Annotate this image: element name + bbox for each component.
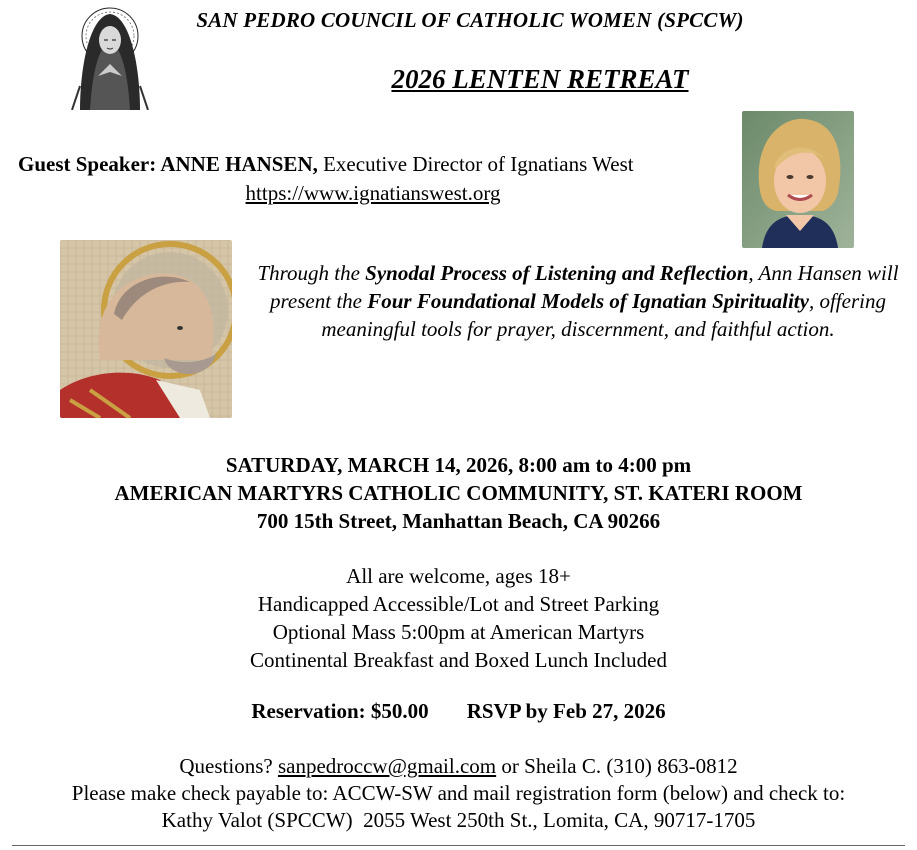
mailing-address: Kathy Valot (SPCCW) 2055 West 250th St., Lomita, CA, 90717-1705 [161,808,756,832]
questions-prefix: Questions? [179,754,278,778]
speaker-label: Guest Speaker: ANNE HANSEN, [18,152,318,176]
event-venue: AMERICAN MARTYRS CATHOLIC COMMUNITY, ST. KATERI ROOM [114,481,803,505]
reservation-line [0,699,917,724]
virgin-mary-image [60,6,160,110]
desc-text-1: Through the [257,261,366,285]
info-line-mass: Optional Mass 5:00pm at American Martyrs [272,620,645,644]
desc-emphasis-2: Four Foundational Models of Ignatian Spirituality [367,289,809,313]
contact-block [0,753,917,834]
contact-email-link[interactable]: sanpedroccw@gmail.com [277,754,497,778]
speaker-role: Executive Director of Ignatians West [323,152,634,176]
saint-ignatius-mosaic [60,240,232,418]
event-info [0,562,917,674]
desc-text-3: , offering meaningful tools for prayer, discernment, and faithful action. [321,289,886,341]
questions-line [0,753,917,780]
org-title: SAN PEDRO COUNCIL OF CATHOLIC WOMEN (SPCCW) [196,8,744,32]
event-datetime: SATURDAY, MARCH 14, 2026, 8:00 am to 4:00 pm [225,453,692,477]
speaker-photo [742,111,854,248]
event-address: 700 15th Street, Manhattan Beach, CA 90266 [256,509,661,533]
info-line-welcome: All are welcome, ages 18+ [346,564,571,588]
info-line-parking: Handicapped Accessible/Lot and Street Parking [257,592,660,616]
desc-emphasis-1: Synodal Process of Listening and Reflection [365,261,749,285]
retreat-title: 2026 LENTEN RETREAT [391,64,689,94]
bottom-divider [12,845,905,846]
retreat-description [248,259,908,343]
info-line-meals: Continental Breakfast and Boxed Lunch Included [250,648,667,672]
desc-text-2: , Ann Hansen will present the [270,261,899,313]
speaker-url-link[interactable]: https://www.ignatianswest.org [245,181,501,205]
event-details [0,451,917,535]
speaker-line [18,152,738,177]
reservation-price: Reservation: $50.00 [251,699,429,723]
check-instructions: Please make check payable to: ACCW-SW and mail registration form (below) and check to: [71,781,846,805]
questions-suffix: or Sheila C. (310) 863-0812 [496,754,738,778]
rsvp-deadline: RSVP by Feb 27, 2026 [466,699,666,723]
